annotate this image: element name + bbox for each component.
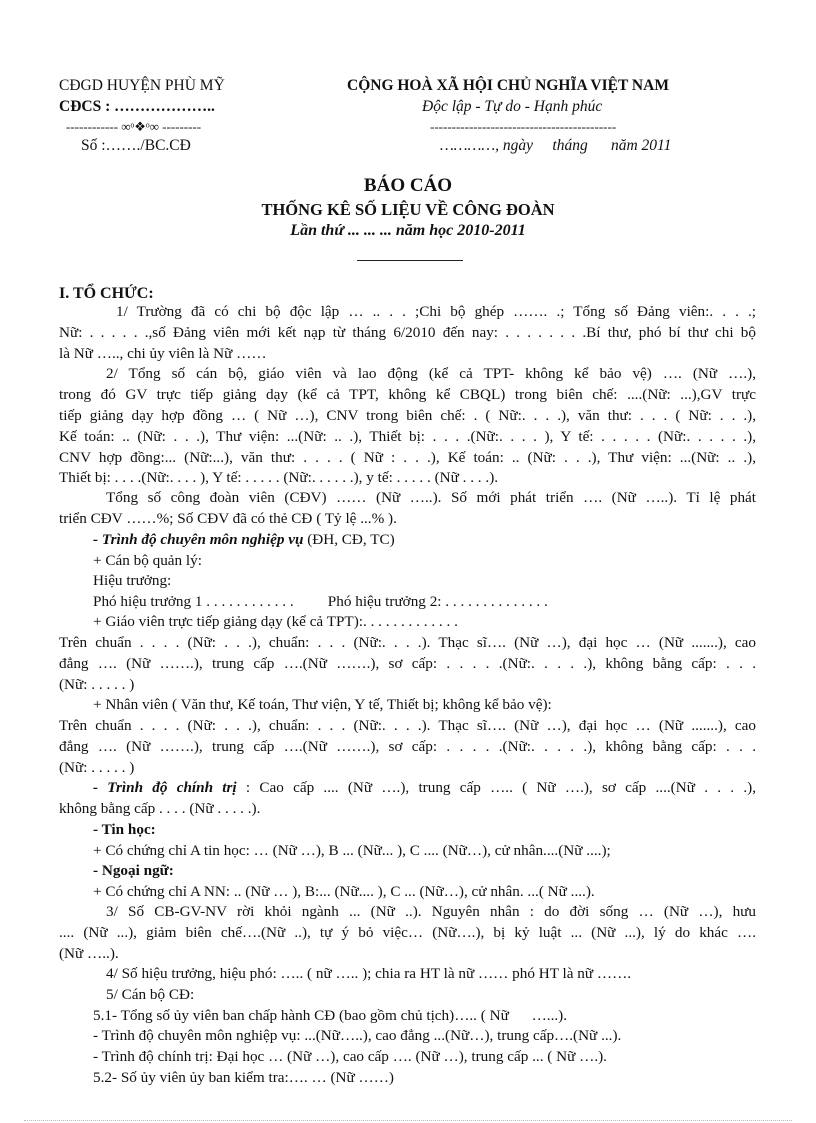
section-heading: I. TỔ CHỨC:	[59, 285, 154, 302]
union-political-line: - Trình độ chính trị: Đại học … (Nữ …), cao cấp …. (Nữ …), trung cấp ... ( Nữ ….).	[93, 1048, 607, 1065]
it-certificate-line: + Có chứng chỉ A tin học: … (Nữ …), B ... (Nữ... ), C .... (Nữ…), cử nhân....(Nữ ....);	[93, 842, 611, 859]
staff-line-3: tiếp giảng dạy hợp đồng … ( Nữ …), CNV trong biên chế: . ( Nữ:. . . .), văn thư: . . . ( Nữ: . . .),	[59, 407, 756, 424]
teachers-level-line-3: (Nữ: . . . . . )	[59, 676, 135, 693]
it-label: - Tin học:	[93, 821, 156, 838]
ornament-divider: ------------ ∞ᵒ❖ᵒ∞ ---------	[66, 119, 202, 134]
staff-level-line-1: Trên chuẩn . . . . (Nữ: . . .), chuẩn: . . . (Nữ:. . . .). Thạc sĩ…. (Nữ …), đại học … (Nữ .......), cao	[59, 717, 756, 734]
staff-line-5: CNV hợp đồng:... (Nữ:...), văn thư: . . . . ( Nữ : . . .), Kế toán: .. (Nữ: . . .), Thư viện: ...(Nữ: .. .),	[59, 449, 756, 466]
teachers-level-line-1: Trên chuẩn . . . . (Nữ: . . .), chuẩn: . . . (Nữ:. . . .). Thạc sĩ…. (Nữ …), đại học … (Nữ .......), cao	[59, 634, 756, 651]
staff-level-line-2: đẳng …. (Nữ …….), trung cấp ….(Nữ …….), sơ cấp: . . . . .(Nữ:. . . . .), không bằng cấp: . . .	[59, 738, 756, 755]
leave-line-2: .... (Nữ ...), giảm biên chế….(Nữ ..), tự ý bỏ việc… (Nữ….), bị kỷ luật ... (Nữ ...), lý do khác ….	[59, 924, 756, 941]
document-number: Số :……./BC.CĐ	[81, 137, 191, 154]
education-union-name: CĐGD HUYỆN PHÙ MỸ	[59, 77, 225, 94]
party-line-1: 1/ Trường đã có chi bộ độc lập … .. . . ;Chi bộ ghép ……. .; Tổng số Đảng viên:. . . .;	[116, 303, 756, 320]
nation-title: CỘNG HOÀ XÃ HỘI CHỦ NGHĨA VIỆT NAM	[347, 77, 669, 94]
political-level-line-2: không bằng cấp . . . . (Nữ . . . . .).	[59, 800, 261, 817]
staff-line-6: Thiết bị: . . . .(Nữ:. . . . ), Y tế: . . . . . (Nữ:. . . . . .), y tế: . . . . . (Nữ . . . .).	[59, 469, 499, 486]
report-title: BÁO CÁO	[363, 175, 453, 196]
political-level-values: : Cao cấp .... (Nữ ….), trung cấp ….. ( Nữ ….), sơ cấp ....(Nữ . . . .),	[236, 779, 756, 796]
title-underline	[357, 260, 463, 261]
principal-label: Hiệu trưởng:	[93, 572, 172, 589]
motto-underline: -------------------------------------------	[430, 119, 617, 134]
party-line-3: là Nữ ….., chi ủy viên là Nữ ……	[59, 345, 267, 362]
staff-line-1: 2/ Tổng số cán bộ, giáo viên và lao động (kể cả TPT- không kể bảo vệ) …. (Nữ ….),	[106, 365, 756, 382]
vice-principal-line: Phó hiệu trưởng 1 . . . . . . . . . . . . Phó hiệu trưởng 2: . . . . . . . . . . . . . .	[93, 593, 548, 610]
grassroots-union-label: CĐCS : ………………..	[59, 98, 215, 115]
staff-line-2: trong đó GV trực tiếp giảng dạy (kể cả TPT, không kể CBQL) trong biên chế: ....(Nữ: ...),GV trực	[59, 386, 756, 403]
report-subtitle: THỐNG KÊ SỐ LIỆU VỀ CÔNG ĐOÀN	[261, 200, 555, 219]
professional-level-title: - Trình độ chuyên môn nghiệp vụ	[93, 531, 304, 548]
executive-committee-line: 5.1- Tổng số ủy viên ban chấp hành CĐ (bao gồm chủ tịch)….. ( Nữ …...).	[93, 1007, 568, 1024]
professional-level-note: (ĐH, CĐ, TC)	[303, 531, 395, 548]
union-professional-line: - Trình độ chuyên môn nghiệp vụ: ...(Nữ…..), cao đẳng ...(Nữ…), trung cấp….(Nữ ...).	[93, 1027, 622, 1044]
foreign-language-label: - Ngoại ngữ:	[93, 862, 174, 879]
political-level-title: - Trình độ chính trị	[93, 779, 237, 796]
date-line: …………, ngày tháng năm 2011	[440, 137, 672, 154]
teachers-label: + Giáo viên trực tiếp giảng dạy (kể cả TPT):. . . . . . . . . . . . .	[93, 613, 458, 630]
nation-motto: Độc lập - Tự do - Hạnh phúc	[422, 98, 603, 115]
leave-line-1: 3/ Số CB-GV-NV rời khỏi ngành ... (Nữ ..). Nguyên nhân : do đời sống … (Nữ …), hưu	[106, 903, 756, 920]
principals-count-line: 4/ Số hiệu trưởng, hiệu phó: ….. ( nữ ….. ); chia ra HT là nữ …… phó HT là nữ …….	[106, 965, 632, 982]
staff-level-line-3: (Nữ: . . . . . )	[59, 759, 135, 776]
union-officers-heading: 5/ Cán bộ CĐ:	[106, 986, 195, 1003]
member-line-1: Tổng số công đoàn viên (CĐV) …… (Nữ …..). Số mới phát triển …. (Nữ …..). Tỉ lệ phát	[106, 489, 756, 506]
leave-line-3: (Nữ …..).	[59, 945, 119, 962]
member-line-2: triển CĐV ……%; Số CĐV đã có thẻ CĐ ( Tỷ lệ ...% ).	[59, 510, 397, 527]
inspection-committee-line: 5.2- Số ủy viên ủy ban kiểm tra:…. … (Nữ ……)	[93, 1069, 394, 1086]
managers-label: + Cán bộ quản lý:	[93, 552, 202, 569]
staff-line-4: Kế toán: .. (Nữ: . . .), Thư viện: ...(Nữ: .. .), Thiết bị: . . . .(Nữ:. . . . ), Y tế: . . . . . (Nữ:. . . . . .),	[59, 428, 756, 445]
party-line-2: Nữ: . . . . . .,số Đảng viên mới kết nạp từ tháng 6/2010 đến nay: . . . . . . . .Bí thư, phó bí thư chi bộ	[59, 324, 756, 341]
report-round: Lần thứ ... ... ... năm học 2010-2011	[290, 222, 526, 239]
page-bottom-border	[24, 1120, 792, 1121]
teachers-level-line-2: đẳng …. (Nữ …….), trung cấp ….(Nữ …….), sơ cấp: . . . . .(Nữ:. . . . .), không bằng cấp: . . .	[59, 655, 756, 672]
professional-level-label	[93, 530, 395, 550]
political-level-line	[93, 778, 756, 798]
staff-members-label: + Nhân viên ( Văn thư, Kế toán, Thư viện, Y tế, Thiết bị; không kể bảo vệ):	[93, 696, 552, 713]
foreign-language-line: + Có chứng chỉ A NN: .. (Nữ … ), B:... (Nữ.... ), C ... (Nữ…), cử nhân. ...( Nữ ....).	[93, 883, 595, 900]
